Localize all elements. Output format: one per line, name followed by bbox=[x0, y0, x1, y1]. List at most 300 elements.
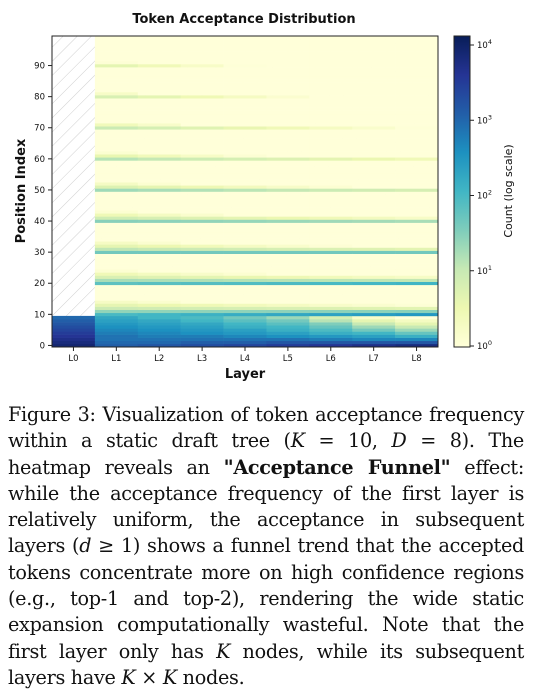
heatmap-cell bbox=[395, 117, 438, 120]
heatmap-cell bbox=[138, 232, 181, 235]
y-axis bbox=[34, 62, 52, 352]
heatmap-cell bbox=[395, 223, 438, 226]
heatmap-cell bbox=[395, 170, 438, 173]
heatmap-cell bbox=[224, 241, 267, 244]
heatmap-cell bbox=[352, 238, 395, 241]
heatmap-cell bbox=[309, 117, 352, 120]
colorbar-tick-label: $10^4$ bbox=[477, 38, 492, 51]
heatmap-cell bbox=[224, 297, 267, 300]
heatmap-cell bbox=[266, 294, 309, 297]
heatmap-cell bbox=[395, 179, 438, 182]
heatmap-cell bbox=[352, 48, 395, 51]
heatmap-cell bbox=[266, 164, 309, 167]
heatmap-cell bbox=[352, 244, 395, 247]
heatmap-cell bbox=[309, 114, 352, 117]
heatmap-cell bbox=[181, 89, 224, 92]
heatmap-cell bbox=[395, 275, 438, 278]
heatmap-cell bbox=[352, 92, 395, 95]
heatmap-cell bbox=[138, 260, 181, 263]
heatmap-cell bbox=[352, 294, 395, 297]
heatmap-cell bbox=[352, 210, 395, 213]
heatmap-cell bbox=[138, 254, 181, 257]
heatmap-cell bbox=[181, 98, 224, 101]
heatmap-cell bbox=[395, 164, 438, 167]
heatmap-cell bbox=[181, 288, 224, 291]
heatmap-cell bbox=[181, 73, 224, 76]
heatmap-cell bbox=[138, 132, 181, 135]
heatmap-cell bbox=[266, 39, 309, 42]
heatmap-cell bbox=[138, 45, 181, 48]
heatmap-cell bbox=[181, 36, 224, 39]
heatmap-cell bbox=[309, 210, 352, 213]
heatmap-cell bbox=[352, 86, 395, 89]
heatmap-cell bbox=[95, 207, 138, 210]
heatmap-cell bbox=[395, 114, 438, 117]
caption-eq-1: = 10, bbox=[304, 429, 392, 453]
y-tick-label: 60 bbox=[34, 154, 45, 165]
heatmap-cell bbox=[181, 294, 224, 297]
heatmap-cell bbox=[266, 251, 309, 254]
heatmap-cell bbox=[138, 170, 181, 173]
heatmap-cell bbox=[309, 207, 352, 210]
heatmap-cell bbox=[224, 188, 267, 191]
heatmap-cell bbox=[309, 132, 352, 135]
heatmap-cell bbox=[181, 45, 224, 48]
heatmap-cell bbox=[52, 316, 95, 319]
heatmap-cell bbox=[138, 198, 181, 201]
heatmap-cell bbox=[138, 226, 181, 229]
heatmap-cell bbox=[181, 167, 224, 170]
heatmap-cell bbox=[181, 204, 224, 207]
heatmap-cell bbox=[352, 185, 395, 188]
heatmap-cell bbox=[95, 294, 138, 297]
heatmap-cell bbox=[181, 275, 224, 278]
heatmap-cell bbox=[181, 101, 224, 104]
heatmap-cell bbox=[352, 45, 395, 48]
heatmap-cell bbox=[352, 132, 395, 135]
heatmap-cell bbox=[395, 120, 438, 123]
heatmap-cell bbox=[95, 198, 138, 201]
heatmap-cell bbox=[395, 111, 438, 114]
heatmap-cell bbox=[266, 58, 309, 61]
heatmap-cell bbox=[395, 310, 438, 313]
heatmap-cell bbox=[138, 55, 181, 58]
heatmap-cell bbox=[352, 338, 395, 341]
heatmap-cell bbox=[224, 244, 267, 247]
heatmap-cell bbox=[95, 257, 138, 260]
heatmap-cell bbox=[138, 223, 181, 226]
heatmap-cell bbox=[138, 76, 181, 79]
heatmap-cell bbox=[309, 251, 352, 254]
heatmap-cell bbox=[309, 313, 352, 316]
heatmap-cell bbox=[138, 126, 181, 129]
heatmap-cell bbox=[309, 123, 352, 126]
heatmap-cell bbox=[224, 310, 267, 313]
heatmap-cell bbox=[181, 279, 224, 282]
heatmap-cell bbox=[181, 151, 224, 154]
heatmap-cell bbox=[309, 64, 352, 67]
heatmap-cell bbox=[352, 145, 395, 148]
y-axis-label: Position Index bbox=[14, 138, 29, 244]
heatmap-cell bbox=[352, 117, 395, 120]
heatmap-cell bbox=[95, 251, 138, 254]
heatmap-cell bbox=[95, 313, 138, 316]
heatmap-cell bbox=[138, 219, 181, 222]
heatmap-cell bbox=[224, 210, 267, 213]
heatmap-cell bbox=[224, 173, 267, 176]
heatmap-cell bbox=[266, 86, 309, 89]
heatmap-cell bbox=[138, 316, 181, 319]
heatmap-cell bbox=[224, 154, 267, 157]
heatmap-cell bbox=[181, 114, 224, 117]
heatmap-cell bbox=[352, 188, 395, 191]
heatmap-cell bbox=[224, 338, 267, 341]
heatmap-cell bbox=[138, 288, 181, 291]
heatmap-cell bbox=[309, 297, 352, 300]
heatmap-cell bbox=[266, 310, 309, 313]
y-tick-label: 10 bbox=[34, 310, 45, 321]
heatmap-cell bbox=[138, 328, 181, 331]
heatmap-cell bbox=[352, 322, 395, 325]
heatmap-cell bbox=[395, 58, 438, 61]
heatmap-cell bbox=[309, 39, 352, 42]
heatmap-cell bbox=[395, 64, 438, 67]
x-tick-label: L2 bbox=[154, 354, 165, 364]
heatmap-cell bbox=[181, 188, 224, 191]
heatmap-cell bbox=[352, 151, 395, 154]
heatmap-cell bbox=[181, 86, 224, 89]
heatmap-cell bbox=[395, 266, 438, 269]
heatmap-cell bbox=[181, 335, 224, 338]
heatmap-cell bbox=[224, 319, 267, 322]
heatmap-cell bbox=[395, 136, 438, 139]
heatmap-cell bbox=[224, 192, 267, 195]
heatmap-cell bbox=[309, 341, 352, 344]
heatmap-cell bbox=[266, 331, 309, 334]
heatmap-cell bbox=[95, 272, 138, 275]
heatmap-cell bbox=[52, 335, 95, 338]
heatmap-cell bbox=[266, 185, 309, 188]
heatmap-cell bbox=[181, 266, 224, 269]
heatmap-cell bbox=[266, 282, 309, 285]
heatmap-cell bbox=[181, 136, 224, 139]
colorbar-tick-exponent: 3 bbox=[487, 113, 492, 122]
heatmap-cell bbox=[224, 95, 267, 98]
heatmap-cell bbox=[309, 164, 352, 167]
heatmap-cell bbox=[352, 257, 395, 260]
heatmap-cell bbox=[181, 216, 224, 219]
heatmap-cell bbox=[266, 341, 309, 344]
heatmap-cell bbox=[352, 207, 395, 210]
heatmap-cell bbox=[352, 58, 395, 61]
heatmap-cell bbox=[266, 104, 309, 107]
heatmap-cell bbox=[224, 303, 267, 306]
heatmap-cell bbox=[309, 285, 352, 288]
heatmap-cell bbox=[395, 55, 438, 58]
heatmap-cell bbox=[224, 279, 267, 282]
heatmap-cell bbox=[52, 328, 95, 331]
heatmap-cell bbox=[352, 136, 395, 139]
caption-text-2: effect: while the acceptance frequency of the first layer is relatively uniform, the acceptance in subsequent layers ( bbox=[8, 455, 524, 558]
heatmap-cell bbox=[309, 198, 352, 201]
heatmap-cell bbox=[352, 325, 395, 328]
heatmap-cell bbox=[395, 291, 438, 294]
heatmap-cell bbox=[138, 64, 181, 67]
colorbar-tick-label: $10^1$ bbox=[477, 263, 492, 277]
heatmap-cell bbox=[266, 210, 309, 213]
heatmap-cell bbox=[224, 223, 267, 226]
heatmap-cell bbox=[309, 167, 352, 170]
heatmap-cell bbox=[181, 263, 224, 266]
heatmap-cell bbox=[95, 151, 138, 154]
heatmap-cell bbox=[352, 176, 395, 179]
heatmap-cell bbox=[395, 176, 438, 179]
heatmap-cell bbox=[352, 303, 395, 306]
heatmap-cell bbox=[138, 338, 181, 341]
heatmap-cell bbox=[95, 244, 138, 247]
heatmap-cell bbox=[309, 192, 352, 195]
heatmap-cell bbox=[138, 117, 181, 120]
heatmap-cell bbox=[181, 123, 224, 126]
y-tick-label: 50 bbox=[34, 185, 45, 196]
heatmap-cell bbox=[95, 182, 138, 185]
heatmap-cell bbox=[309, 73, 352, 76]
heatmap-cell bbox=[181, 148, 224, 151]
heatmap-cell bbox=[181, 247, 224, 250]
heatmap-cell bbox=[181, 338, 224, 341]
heatmap-cell bbox=[95, 42, 138, 45]
heatmap-cell bbox=[352, 64, 395, 67]
heatmap-cell bbox=[352, 226, 395, 229]
heatmap-cell bbox=[266, 123, 309, 126]
heatmap-cell bbox=[309, 179, 352, 182]
heatmap-cell bbox=[95, 232, 138, 235]
heatmap-cell bbox=[352, 83, 395, 86]
heatmap-cell bbox=[352, 139, 395, 142]
heatmap-cell bbox=[181, 260, 224, 263]
heatmap-cell bbox=[395, 80, 438, 83]
heatmap-cell bbox=[181, 310, 224, 313]
heatmap-cell bbox=[395, 142, 438, 145]
heatmap-cell bbox=[266, 192, 309, 195]
heatmap-cell bbox=[395, 132, 438, 135]
heatmap-cell bbox=[138, 291, 181, 294]
heatmap-cell bbox=[352, 279, 395, 282]
heatmap-cell bbox=[181, 341, 224, 344]
heatmap-cell bbox=[138, 70, 181, 73]
heatmap-cell bbox=[138, 173, 181, 176]
x-tick-label: L1 bbox=[111, 354, 122, 364]
heatmap-cell bbox=[266, 36, 309, 39]
heatmap-cell bbox=[352, 223, 395, 226]
heatmap-cell bbox=[352, 148, 395, 151]
heatmap-cell bbox=[266, 52, 309, 55]
heatmap-cell bbox=[224, 92, 267, 95]
heatmap-cell bbox=[395, 86, 438, 89]
heatmap-cell bbox=[395, 335, 438, 338]
heatmap-cell bbox=[309, 204, 352, 207]
heatmap-cell bbox=[309, 238, 352, 241]
heatmap-cell bbox=[138, 216, 181, 219]
heatmap-cell bbox=[266, 188, 309, 191]
heatmap-cell bbox=[138, 89, 181, 92]
heatmap-cell bbox=[181, 39, 224, 42]
heatmap-cell bbox=[309, 260, 352, 263]
heatmap-cells bbox=[52, 36, 438, 347]
heatmap-cell bbox=[95, 173, 138, 176]
heatmap-cell bbox=[181, 142, 224, 145]
heatmap-cell bbox=[266, 64, 309, 67]
heatmap-cell bbox=[266, 126, 309, 129]
heatmap-cell bbox=[224, 83, 267, 86]
x-tick-label: L5 bbox=[282, 354, 293, 364]
heatmap-cell bbox=[352, 263, 395, 266]
heatmap-cell bbox=[395, 219, 438, 222]
heatmap-cell bbox=[266, 238, 309, 241]
heatmap-cell bbox=[395, 328, 438, 331]
heatmap-cell bbox=[52, 341, 95, 344]
heatmap-cell bbox=[395, 151, 438, 154]
heatmap-cell bbox=[266, 55, 309, 58]
heatmap-cell bbox=[309, 45, 352, 48]
heatmap-cell bbox=[266, 176, 309, 179]
heatmap-cell bbox=[352, 213, 395, 216]
heatmap-cell bbox=[352, 182, 395, 185]
heatmap-cell bbox=[352, 160, 395, 163]
heatmap-cell bbox=[95, 254, 138, 257]
heatmap-cell bbox=[224, 316, 267, 319]
heatmap-cell bbox=[95, 176, 138, 179]
heatmap-cell bbox=[224, 145, 267, 148]
heatmap-cell bbox=[138, 269, 181, 272]
heatmap-cell bbox=[181, 92, 224, 95]
heatmap-cell bbox=[224, 288, 267, 291]
heatmap-cell bbox=[352, 142, 395, 145]
heatmap-cell bbox=[138, 58, 181, 61]
heatmap-cell bbox=[95, 282, 138, 285]
heatmap-cell bbox=[395, 129, 438, 132]
x-tick-label: L7 bbox=[368, 354, 379, 364]
heatmap-cell bbox=[266, 117, 309, 120]
heatmap-cell bbox=[266, 269, 309, 272]
heatmap-cell bbox=[309, 61, 352, 64]
heatmap-cell bbox=[352, 291, 395, 294]
heatmap-cell bbox=[266, 173, 309, 176]
heatmap-cell bbox=[138, 322, 181, 325]
heatmap-cell bbox=[309, 338, 352, 341]
x-axis-label: Layer bbox=[224, 367, 266, 382]
heatmap-cell bbox=[352, 331, 395, 334]
heatmap-cell bbox=[95, 213, 138, 216]
heatmap-cell bbox=[266, 92, 309, 95]
heatmap-cell bbox=[95, 195, 138, 198]
colorbar-tick-label: $10^2$ bbox=[477, 188, 492, 202]
heatmap-cell bbox=[181, 185, 224, 188]
heatmap-cell bbox=[138, 176, 181, 179]
heatmap-cell bbox=[95, 104, 138, 107]
heatmap-cell bbox=[138, 108, 181, 111]
heatmap-cell bbox=[95, 80, 138, 83]
heatmap-cell bbox=[352, 55, 395, 58]
x-tick-label: L6 bbox=[325, 354, 336, 364]
heatmap-cell bbox=[224, 108, 267, 111]
heatmap-cell bbox=[266, 235, 309, 238]
heatmap-cell bbox=[309, 263, 352, 266]
heatmap-cell bbox=[181, 179, 224, 182]
heatmap-cell bbox=[309, 307, 352, 310]
heatmap-cell bbox=[181, 328, 224, 331]
heatmap-cell bbox=[95, 129, 138, 132]
heatmap-cell bbox=[309, 142, 352, 145]
heatmap-cell bbox=[352, 241, 395, 244]
heatmap-cell bbox=[224, 275, 267, 278]
heatmap-cell bbox=[266, 300, 309, 303]
heatmap-cell bbox=[181, 201, 224, 204]
heatmap-cell bbox=[352, 157, 395, 160]
heatmap-cell bbox=[181, 235, 224, 238]
heatmap-cell bbox=[309, 86, 352, 89]
heatmap-cell bbox=[95, 322, 138, 325]
heatmap-cell bbox=[309, 70, 352, 73]
heatmap-cell bbox=[95, 210, 138, 213]
heatmap-cell bbox=[138, 92, 181, 95]
heatmap-cell bbox=[352, 251, 395, 254]
heatmap-cell bbox=[138, 185, 181, 188]
heatmap-cell bbox=[352, 36, 395, 39]
heatmap-cell bbox=[95, 61, 138, 64]
heatmap-cell bbox=[95, 275, 138, 278]
heatmap-cell bbox=[181, 108, 224, 111]
heatmap-cell bbox=[266, 198, 309, 201]
heatmap-cell bbox=[95, 55, 138, 58]
heatmap-cell bbox=[309, 235, 352, 238]
heatmap-cell bbox=[309, 219, 352, 222]
heatmap-cell bbox=[95, 185, 138, 188]
heatmap-cell bbox=[181, 254, 224, 257]
heatmap-cell bbox=[309, 232, 352, 235]
heatmap-cell bbox=[138, 164, 181, 167]
heatmap-cell bbox=[224, 325, 267, 328]
heatmap-cell bbox=[352, 254, 395, 257]
heatmap-cell bbox=[95, 266, 138, 269]
heatmap-cell bbox=[395, 238, 438, 241]
heatmap-cell bbox=[138, 213, 181, 216]
heatmap-cell bbox=[181, 291, 224, 294]
heatmap-cell bbox=[138, 145, 181, 148]
heatmap-cell bbox=[395, 331, 438, 334]
heatmap-cell bbox=[266, 307, 309, 310]
heatmap-cell bbox=[181, 282, 224, 285]
heatmap-cell bbox=[224, 331, 267, 334]
heatmap-cell bbox=[395, 67, 438, 70]
heatmap-cell bbox=[181, 238, 224, 241]
heatmap-cell bbox=[181, 223, 224, 226]
caption-label: Figure 3: bbox=[8, 403, 96, 426]
heatmap-cell bbox=[395, 241, 438, 244]
heatmap-cell bbox=[224, 291, 267, 294]
heatmap-cell bbox=[224, 322, 267, 325]
heatmap-cell bbox=[95, 288, 138, 291]
heatmap-cell bbox=[352, 307, 395, 310]
heatmap-cell bbox=[352, 232, 395, 235]
heatmap-cell bbox=[395, 139, 438, 142]
heatmap-cell bbox=[266, 204, 309, 207]
heatmap-cell bbox=[224, 111, 267, 114]
heatmap-cell bbox=[352, 67, 395, 70]
heatmap-cell bbox=[266, 244, 309, 247]
heatmap-cell bbox=[138, 114, 181, 117]
heatmap-cell bbox=[181, 80, 224, 83]
